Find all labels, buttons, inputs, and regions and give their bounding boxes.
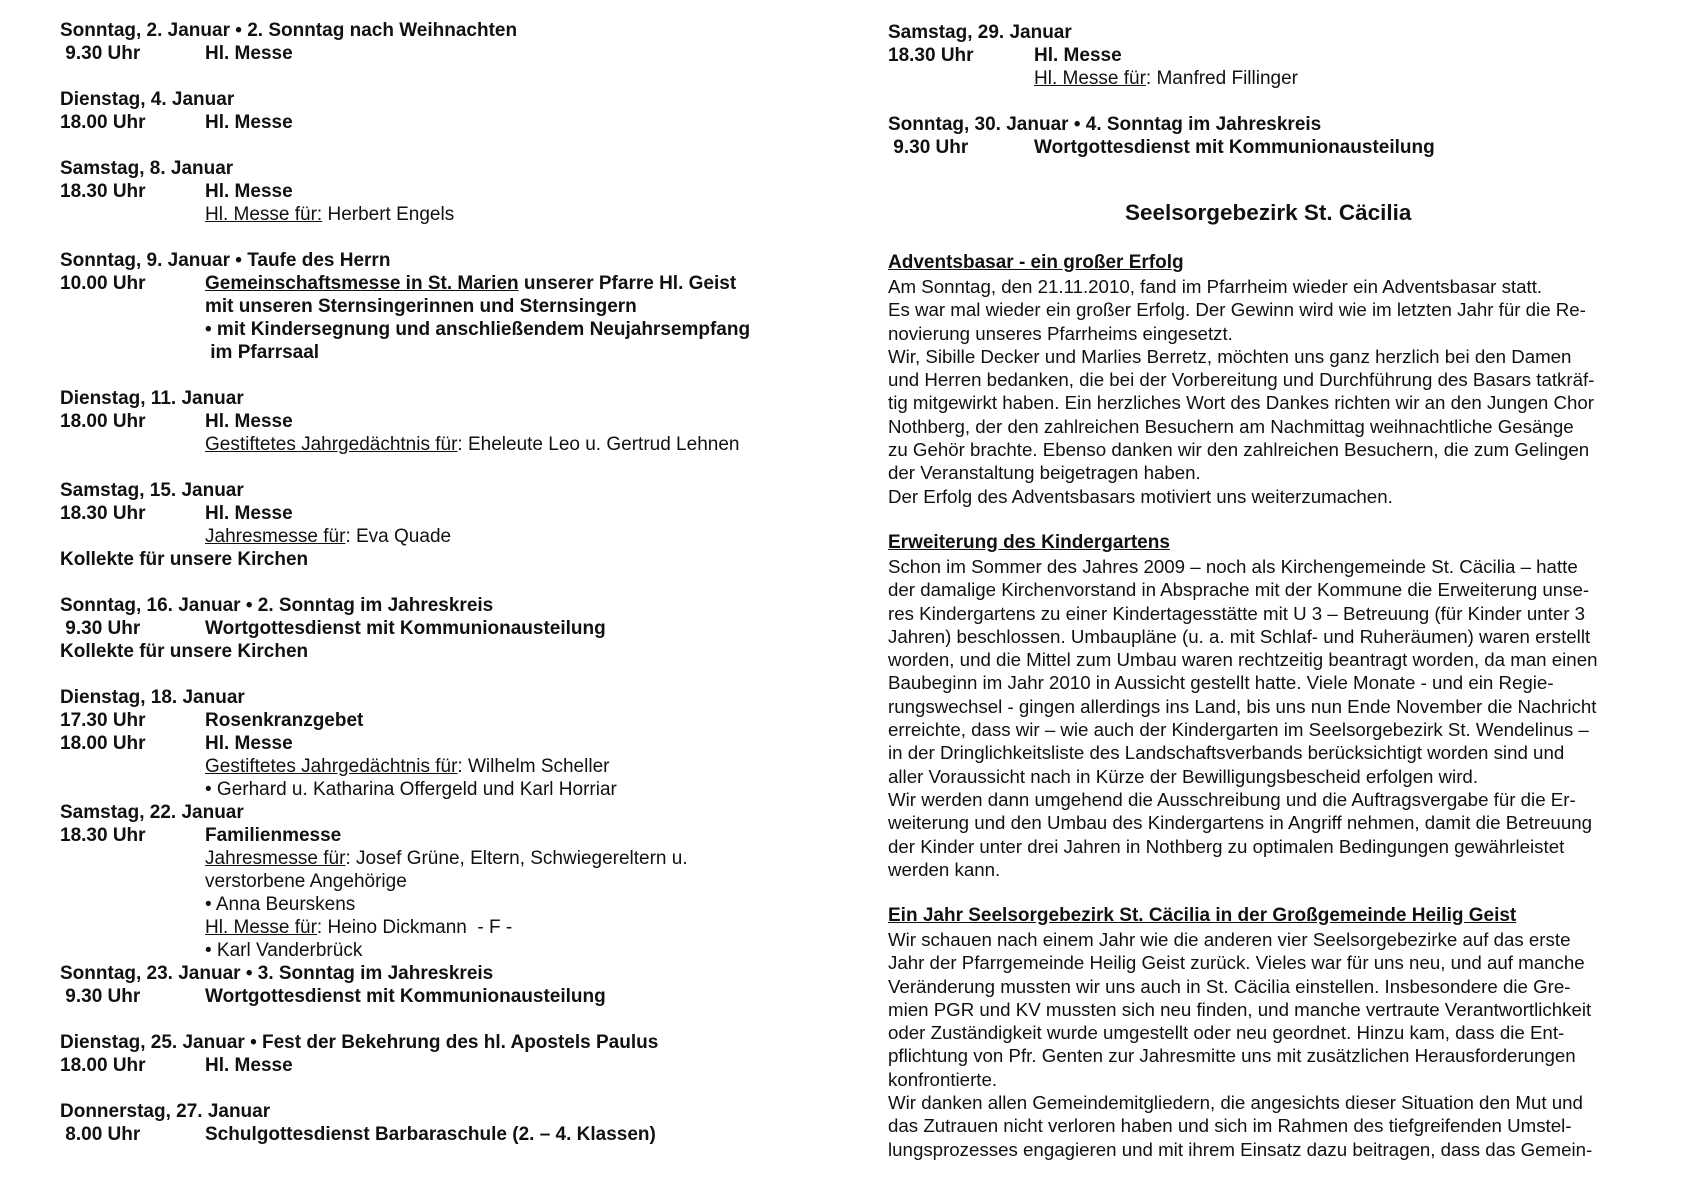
article-line: weiterung und den Umbau des Kindergartens in Angriff nehmen, damit die Betreuung [888, 812, 1593, 834]
article-line: Der Erfolg des Adventsbasars motiviert uns weiterzumachen. [888, 485, 1393, 507]
article-line: und Herren bedanken, die bei der Vorbereitung und Durchführung des Basars tatkräf- [888, 369, 1595, 391]
article-line: Jahr der Pfarrgemeinde Heilig Geist zurück. Vieles war für uns neu, und auf manche [888, 952, 1585, 974]
article-line: erreichte, dass wir – wie auch der Kindergarten im Seelsorgebezirk St. Wendelinus – [888, 719, 1589, 741]
schedule-day-heading: Kollekte für unsere Kirchen [60, 641, 309, 662]
intention-label: Hl. Messe für [1034, 68, 1146, 89]
article-body-kindergarten [888, 555, 1658, 881]
article-line: aller Voraussicht nach in Kürze der Bewilligungsbescheid erfolgen wird. [888, 765, 1479, 787]
service-time: 10.00 Uhr [60, 273, 146, 294]
article-line: res Kindergartens zu einer Kindertagesstätte mit U 3 – Betreuung (für Kinder unter 3 [888, 602, 1586, 624]
schedule-day-heading: Samstag, 29. Januar [888, 22, 1072, 43]
article-line: rungswechsel - gingen allerdings ins Land, bis uns nun Ende November die Nachricht [888, 695, 1597, 717]
intention-text: : Heino Dickmann - F - [316, 917, 513, 938]
schedule-day-heading: Kollekte für unsere Kirchen [60, 549, 309, 570]
service-time: 8.00 Uhr [60, 1124, 141, 1145]
intention-text: : Wilhelm Scheller [457, 756, 610, 777]
schedule-day-heading: Sonntag, 16. Januar • 2. Sonntag im Jahreskreis [60, 595, 494, 616]
service-time: 17.30 Uhr [60, 710, 146, 731]
intention-text: • Anna Beurskens [205, 894, 356, 915]
article-line: worden, und die Mittel zum Umbau waren rechtzeitig beantragt worden, da man einen [888, 649, 1598, 671]
intention-label: Jahresmesse für [205, 848, 346, 869]
intention-text: • Gerhard u. Katharina Offergeld und Karl Horriar [205, 779, 617, 800]
article-line: novierung unseres Pfarrheims eingesetzt. [888, 322, 1233, 344]
schedule-day-heading: Dienstag, 4. Januar [60, 89, 235, 110]
service-title: Hl. Messe [205, 411, 293, 432]
article-line: in der Dringlichkeitsliste des Landschaftsverbands berücksichtigt worden sind und [888, 742, 1565, 764]
intention-text: : Josef Grüne, Eltern, Schwiegereltern u. [345, 848, 688, 869]
article-heading-adventsbasar: Adventsbasar - ein großer Erfolg [888, 252, 1184, 273]
service-time: 9.30 Uhr [60, 43, 141, 64]
service-time: 18.00 Uhr [60, 733, 146, 754]
intention-text: : Eva Quade [345, 526, 452, 547]
service-title: Hl. Messe [205, 112, 293, 133]
schedule-day-heading: Dienstag, 18. Januar [60, 687, 245, 708]
article-line: der damalige Kirchenvorstand in Absprache mit der Kommune die Erweiterung unse- [888, 579, 1590, 601]
service-title: Wortgottesdienst mit Kommunionausteilung [205, 986, 606, 1007]
article-line: Baubeginn im Jahr 2010 in Aussicht gestellt hatte. Viele Monate - und ein Regie- [888, 672, 1554, 694]
intention-label: Hl. Messe für: [205, 204, 323, 225]
article-line: Nothberg, der den zahlreichen Besuchern am Nachmittag weihnachtliche Gesänge [888, 415, 1574, 437]
article-line: mien PGR und KV mussten sich neu finden, und manche vertraute Verantwortlichkeit [888, 998, 1592, 1020]
article-line: Wir, Sibille Decker und Marlies Berretz, möchten uns ganz herzlich bei den Damen [888, 345, 1572, 367]
article-line: der Kinder unter drei Jahren in Nothberg zu optimalen Bedingungen gewährleistet [888, 835, 1565, 857]
intention-label: Hl. Messe für [205, 917, 317, 938]
schedule-day-heading: Samstag, 22. Januar [60, 802, 244, 823]
article-line: Jahren) beschlossen. Umbaupläne (u. a. mit Schlaf- und Ruheräumen) waren erstellt [888, 625, 1591, 647]
article-line: Wir schauen nach einem Jahr wie die anderen vier Seelsorgebezirke auf das erste [888, 929, 1571, 950]
intention-text: • Karl Vanderbrück [205, 940, 363, 961]
service-time: 18.30 Uhr [60, 503, 146, 524]
service-title: Hl. Messe [1034, 45, 1122, 66]
service-title: Hl. Messe [205, 1055, 293, 1076]
service-title: Rosenkranzgebet [205, 710, 364, 731]
schedule-day-heading: Dienstag, 25. Januar • Fest der Bekehrung des hl. Apostels Paulus [60, 1032, 659, 1053]
service-time: 18.30 Uhr [888, 45, 974, 66]
service-title-underlined: Gemeinschaftsmesse in St. Marien [205, 273, 519, 294]
article-line: lungsprozesses engagieren und mit ihrem Einsatz dazu beitragen, dass das Gemein- [888, 1138, 1593, 1160]
article-body-adventsbasar [888, 275, 1658, 508]
service-time: 9.30 Uhr [60, 618, 141, 639]
article-line: zu Gehör brachte. Ebenso danken wir den zahlreichen Besuchern, die zum Gelingen [888, 439, 1590, 461]
service-time: 18.30 Uhr [60, 825, 146, 846]
service-title: mit unseren Sternsingerinnen und Sternsingern [205, 296, 637, 317]
schedule-day-heading: Sonntag, 30. Januar • 4. Sonntag im Jahreskreis [888, 114, 1322, 135]
schedule-day-heading: Sonntag, 9. Januar • Taufe des Herrn [60, 250, 391, 271]
section-title: Seelsorgebezirk St. Cäcilia [1125, 200, 1412, 225]
service-title: Wortgottesdienst mit Kommunionausteilung [205, 618, 606, 639]
article-line: das Zutrauen nicht verloren haben und sich im Rahmen des tiefgreifenden Umstel- [888, 1115, 1572, 1137]
service-time: 18.00 Uhr [60, 1055, 146, 1076]
article-line: der Veranstaltung beigetragen haben. [888, 462, 1201, 484]
article-line: pflichtung von Pfr. Genten zur Jahresmitte uns mit zusätzlichen Herausforderungen [888, 1045, 1576, 1067]
service-title: Hl. Messe [205, 181, 293, 202]
schedule-day-heading: Donnerstag, 27. Januar [60, 1101, 271, 1122]
article-line: konfrontierte. [888, 1068, 998, 1090]
article-heading-ein-jahr: Ein Jahr Seelsorgebezirk St. Cäcilia in der Großgemeinde Heilig Geist [888, 905, 1517, 926]
service-time: 9.30 Uhr [60, 986, 141, 1007]
intention-text: Herbert Engels [322, 204, 455, 225]
article-line: Wir danken allen Gemeindemitgliedern, die angesichts dieser Situation den Mut und [888, 1092, 1583, 1114]
service-time: 9.30 Uhr [888, 137, 969, 158]
service-title: im Pfarrsaal [205, 342, 320, 363]
service-title: Wortgottesdienst mit Kommunionausteilung [1034, 137, 1435, 158]
service-title: Hl. Messe [205, 733, 293, 754]
service-time: 18.30 Uhr [60, 181, 146, 202]
schedule-day-heading: Sonntag, 23. Januar • 3. Sonntag im Jahreskreis [60, 963, 494, 984]
article-body-ein-jahr [888, 928, 1658, 1161]
service-title: Schulgottesdienst Barbaraschule (2. – 4. Klassen) [205, 1124, 656, 1145]
service-title: unserer Pfarre Hl. Geist [518, 273, 737, 294]
article-line: Am Sonntag, den 21.11.2010, fand im Pfarrheim wieder ein Adventsbasar statt. [888, 276, 1543, 297]
article-heading-kindergarten: Erweiterung des Kindergartens [888, 532, 1170, 553]
article-line: oder Zuständigkeit wurde umgestellt oder neu geordnet. Hinzu kam, dass die Ent- [888, 1022, 1565, 1044]
intention-label: Gestiftetes Jahrgedächtnis für [205, 434, 458, 455]
intention-label: Gestiftetes Jahrgedächtnis für [205, 756, 458, 777]
schedule-day-heading: Sonntag, 2. Januar • 2. Sonntag nach Weihnachten [60, 20, 518, 41]
schedule-day-heading: Samstag, 8. Januar [60, 158, 234, 179]
service-time: 18.00 Uhr [60, 112, 146, 133]
schedule-day-heading: Dienstag, 11. Januar [60, 388, 244, 409]
intention-text: : Manfred Fillinger [1145, 68, 1298, 89]
article-line: Veränderung mussten wir uns auch in St. Cäcilia einstellen. Insbesondere die Gre- [888, 975, 1571, 997]
service-title: Hl. Messe [205, 43, 293, 64]
service-title: Familienmesse [205, 825, 342, 846]
service-title: Hl. Messe [205, 503, 293, 524]
service-title: • mit Kindersegnung und anschließendem Neujahrsempfang [205, 319, 751, 340]
schedule-day-heading: Samstag, 15. Januar [60, 480, 244, 501]
article-line: Es war mal wieder ein großer Erfolg. Der Gewinn wird wie im letzten Jahr für die Re- [888, 299, 1586, 321]
article-line: Wir werden dann umgehend die Ausschreibung und die Auftragsvergabe für die Er- [888, 788, 1576, 810]
intention-text: verstorbene Angehörige [205, 871, 407, 892]
intention-text: : Eheleute Leo u. Gertrud Lehnen [457, 434, 740, 455]
article-line: werden kann. [888, 858, 1001, 880]
service-time: 18.00 Uhr [60, 411, 146, 432]
article-line: Schon im Sommer des Jahres 2009 – noch als Kirchengemeinde St. Cäcilia – hatte [888, 556, 1578, 577]
article-line: tig mitgewirkt haben. Ein herzliches Wort des Dankes richten wir an den Jungen Chor [888, 392, 1594, 414]
intention-label: Jahresmesse für [205, 526, 346, 547]
